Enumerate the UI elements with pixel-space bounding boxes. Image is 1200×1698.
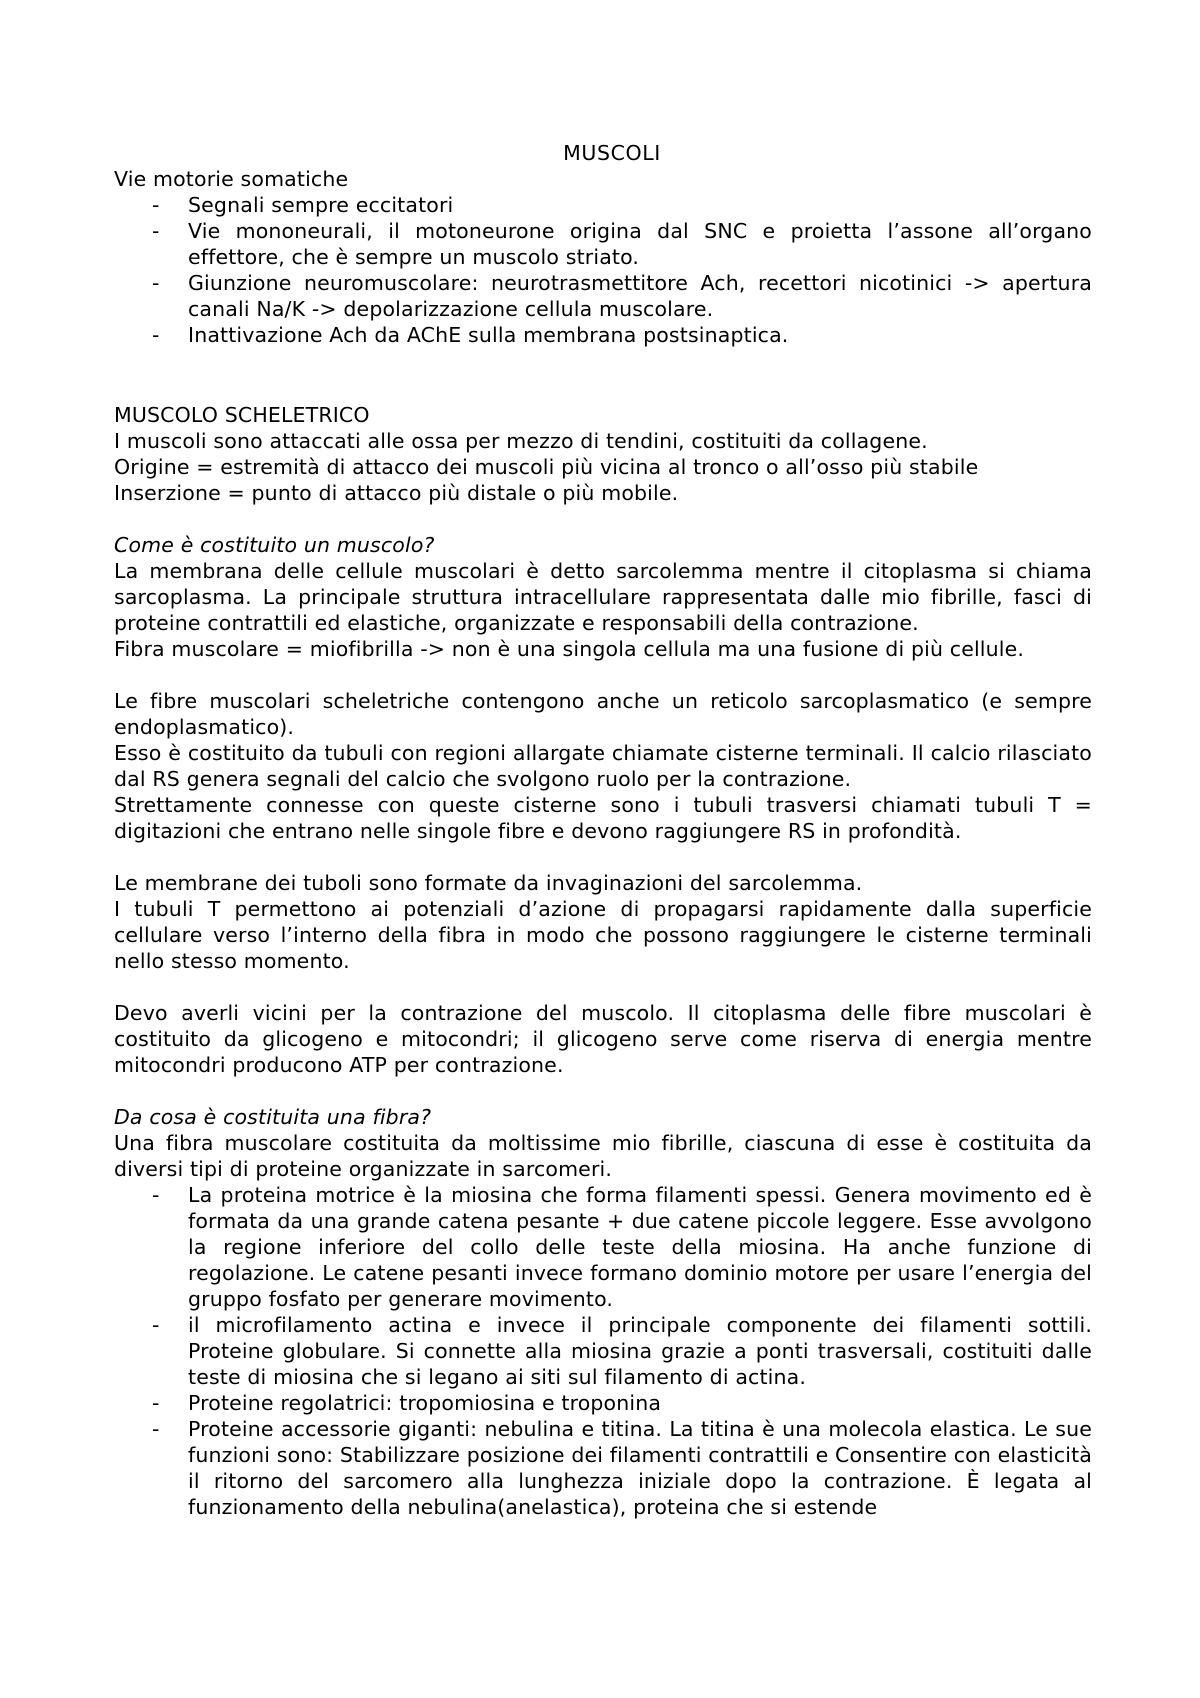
spacer: [114, 844, 1092, 870]
fiber-list: [114, 1182, 1092, 1520]
section-heading: MUSCOLO SCHELETRICO: [114, 403, 370, 427]
intro-heading: Vie motorie somatiche: [114, 167, 349, 191]
spacer: [114, 348, 1092, 402]
list-item: - Vie mononeurali, il motoneurone origina dal SNC e proietta l’assone all’organo effettore, che è sempre un muscolo striato.: [114, 218, 1092, 270]
paragraph: Le fibre muscolari scheletriche contengono anche un reticolo sarcoplasmatico (e sempre endoplasmatico).: [114, 689, 1092, 739]
spacer: [114, 662, 1092, 688]
paragraph: Esso è costituito da tubuli con regioni allargate chiamate cisterne terminali. Il calcio rilasciato dal RS genera segnali del calcio che svolgono ruolo per la contrazione.: [114, 741, 1092, 791]
paragraph: La membrana delle cellule muscolari è detto sarcolemma mentre il citoplasma si chiama sarcoplasma. La principale struttura intracellulare rappresentata dalle mio fibrille, fasci di proteine contrattili ed elastiche, organizzate e responsabili della contrazione.: [114, 559, 1092, 635]
list-item: - Proteine accessorie giganti: nebulina e titina. La titina è una molecola elastica. Le sue funzioni sono: Stabilizzare posizione dei filamenti contrattili e Consentire con elasticità il ritorno del sarcomero alla lunghezza iniziale dopo la contrazione. È legata al funzionamento della nebulina(anelastica), proteina che si estende: [114, 1416, 1092, 1520]
spacer: [114, 1078, 1092, 1104]
paragraph: I muscoli sono attaccati alle ossa per mezzo di tendini, costituiti da collagene.: [114, 429, 928, 453]
paragraph: Devo averli vicini per la contrazione del muscolo. Il citoplasma delle fibre muscolari è costituito da glicogeno e mitocondri; il glicogeno serve come riserva di energia mentre mitocondri producono ATP per contrazione.: [114, 1001, 1092, 1077]
list-item: - Giunzione neuromuscolare: neurotrasmettitore Ach, recettori nicotinici -> apertura canali Na/K -> depolarizzazione cellula muscolare.: [114, 270, 1092, 322]
spacer: [114, 974, 1092, 1000]
paragraph: Strettamente connesse con queste cisterne sono i tubuli trasversi chiamati tubuli T = digitazioni che entrano nelle singole fibre e devono raggiungere RS in profondità.: [114, 793, 1092, 843]
list-item: - La proteina motrice è la miosina che forma filamenti spessi. Genera movimento ed è formata da una grande catena pesante + due catene piccole leggere. Esse avvolgono la regione inferiore del collo delle teste della miosina. Ha anche funzione di regolazione. Le catene pesanti invece formano dominio motore per usare l’energia del gruppo fosfato per generare movimento.: [114, 1182, 1092, 1312]
page-title: MUSCOLI: [563, 141, 661, 165]
list-item: - Inattivazione Ach da AChE sulla membrana postsinaptica.: [114, 322, 1092, 348]
paragraph: Inserzione = punto di attacco più distale o più mobile.: [114, 481, 679, 505]
list-item: - il microfilamento actina e invece il principale componente dei filamenti sottili. Proteine globulare. Si connette alla miosina grazie a ponti trasversali, costituiti dalle teste di miosina che si legano ai siti sul filamento di actina.: [114, 1312, 1092, 1390]
intro-list: [114, 192, 1092, 348]
list-item: - Segnali sempre eccitatori: [114, 192, 1092, 218]
paragraph: Origine = estremità di attacco dei muscoli più vicina al tronco o all’osso più stabile: [114, 455, 979, 479]
list-item: - Proteine regolatrici: tropomiosina e troponina: [114, 1390, 1092, 1416]
paragraph: I tubuli T permettono ai potenziali d’azione di propagarsi rapidamente dalla superficie cellulare verso l’interno della fibra in modo che possono raggiungere le cisterne terminali nello stesso momento.: [114, 897, 1092, 973]
paragraph: Le membrane dei tuboli sono formate da invaginazioni del sarcolemma.: [114, 871, 863, 895]
paragraph: Fibra muscolare = miofibrilla -> non è una singola cellula ma una fusione di più cellule.: [114, 637, 1025, 661]
spacer: [114, 506, 1092, 532]
subheading-question: Da cosa è costituita una fibra?: [114, 1105, 432, 1129]
document-page: [114, 140, 1092, 1520]
paragraph: Una fibra muscolare costituita da moltissime mio fibrille, ciascuna di esse è costituita da diversi tipi di proteine organizzate in sarcomeri.: [114, 1131, 1092, 1181]
subheading-question: Come è costituito un muscolo?: [114, 533, 435, 557]
